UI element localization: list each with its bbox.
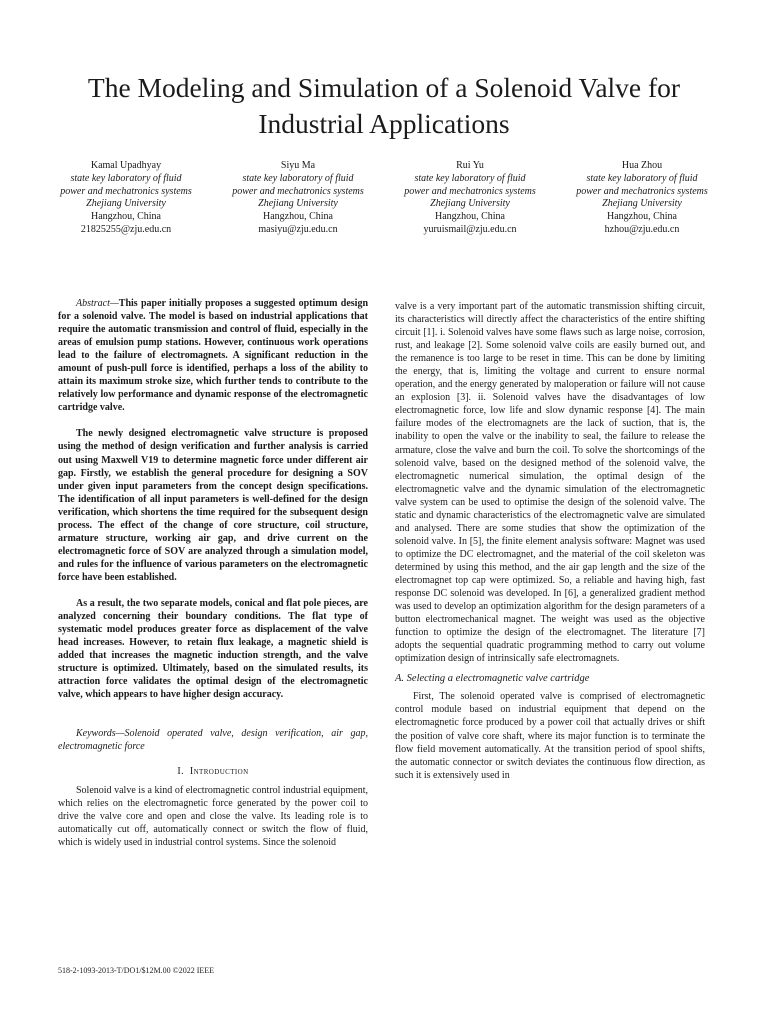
section-number: I. <box>177 766 185 778</box>
author-university: Zhejiang University <box>430 198 510 210</box>
abstract-label: Abstract— <box>76 298 119 309</box>
author-email: hzhou@zju.edu.cn <box>604 223 680 235</box>
copyright-footer: 518-2-1093-2013-T/DO1/$12M.00 ©2022 IEEE <box>58 966 215 975</box>
author-affiliation: power and mechatronics systems <box>404 185 536 197</box>
paper-title: The Modeling and Simulation of a Solenoid Valve for Industrial Applications <box>87 72 681 139</box>
subsection-heading: A. Selecting a electromagnetic valve cartridge <box>395 673 590 685</box>
body-paragraph-2: First, The solenoid operated valve is comprised of electromagnetic control module based on industrial equipment that depend on the electromagnetic force produced by a power coil that actually drives or shift the position of valve core shaft, where its major function is to terminate the flow field movement automatically. At the transition period of spool shifts, the automatic connector or switch deviates the continuous flow direction, as such it is extensively used in <box>395 691 705 781</box>
author-email: 21825255@zju.edu.cn <box>80 223 172 235</box>
abstract-paragraph-3: As a result, the two separate models, conical and flat pole pieces, are analyzed concerning their boundary conditions. The flat type of systematic model produces greater force as displacement of the valve head increases. However, to retain flux leakage, a magnetic shield is added that increases the magnetic induction strength, and the valve structure is optimized. Ultimately, based on the simulated results, its attraction force validates the optimal design of the electromagnetic valve, which appears to have higher design accuracy. <box>58 597 368 701</box>
author-university: Zhejiang University <box>86 198 166 210</box>
keywords: Keywords—Solenoid operated valve, design verification, air gap, electromagnetic force <box>58 728 368 753</box>
author-name: Hua Zhou <box>621 160 663 171</box>
author-city: Hangzhou, China <box>263 211 333 223</box>
intro-paragraph: Solenoid valve is a kind of electromagnetic control industrial equipment, which relies on the electromagnetic force generated by the power coil to drive the valve core and open and close the valve. Its leading role is to automatically cut off, automatically connect or switch the flow of fluid, which is widely used in industrial control systems. Since the solenoid <box>58 784 368 848</box>
author-4 <box>556 160 728 237</box>
author-affiliation: state key laboratory of fluid <box>586 172 698 184</box>
abstract-paragraph-2: The newly designed electromagnetic valve structure is proposed using the method of design verification and further analysis is carried out using Maxwell V19 to determine magnetic force under different air gap. Firstly, we establish the general procedure for designing a SOV under given input parameters from the concept design specifications. The identification of all input parameters is well-defined for the design verification, which shortens the time required for the subsequent design process. The effect of the change of core structure, coil structure, armature structure, working air gap, and drive current on the electromagnetic force of SOV are analyzed through a simulation model, and rules for the influence of various parameters on the electromagnetic force have been established. <box>58 428 368 583</box>
body-paragraph: valve is a very important part of the automatic transmission shifting circuit, its characteristics will directly affect the characteristics of the entire shifting circuit [1]. i. Solenoid valves have some flaws such as large noise, corrosion, rust, and leakage [2]. Some solenoid valve coils are easily burned out, and the remanence is too large to be reset in time. This can be done by limiting the energy, that is, limiting the voltage and current to ensure normal operation, and the energy generated by maloperation or failure will not cause an explosion [3]. ii. Solenoid valves have the disadvantages of low electromagnetic force, low life and slow dynamic response [4]. The main failure modes of the electromagnets are the lack of suction, that is, the inability to open the valve or the inability to seal, the failure to release the armature, close the valve and burn the coil. To solve the shortcomings of the solenoid valve, based on the designed method of the solenoid valve, the electromagnetic numerical simulation, the optimal design of the electromagnetic valve and the dynamic simulation of the electromagnetic valve system can be used to optimise the design of the solenoid valve. The static and dynamic characteristics of the electromagnetic valve are simulated and analysed. There are some studies that show the optimization of the solenoid valve. In [5], the finite element analysis software: Magnet was used to optimize the DC electromagnet, and the material of the coil skeleton was determined by using this method, and the air gap length and the size of the electromagnet top cap were optimized. So, a reliable and having high, fast response DC solenoid was developed. In [6], a generalized gradient method was used to develop an optimization algorithm for the design parameters of a button electromechanical magnet. The weight was used as the objective function to optimize the design of the electromagnet. The literature [7] adopts the sequential quadratic programming method to carry out volume optimization design of intrinsically safe electromagnets. <box>395 301 705 665</box>
author-2 <box>212 160 384 237</box>
author-name: Siyu Ma <box>280 160 316 171</box>
author-city: Hangzhou, China <box>435 211 505 223</box>
author-affiliation: state key laboratory of fluid <box>242 172 354 184</box>
right-column <box>395 300 705 782</box>
author-affiliation: power and mechatronics systems <box>60 185 192 197</box>
section-heading-introduction <box>58 765 368 778</box>
author-email: yuruismail@zju.edu.cn <box>423 223 517 235</box>
author-university: Zhejiang University <box>258 198 338 210</box>
author-city: Hangzhou, China <box>607 211 677 223</box>
author-city: Hangzhou, China <box>91 211 161 223</box>
author-university: Zhejiang University <box>602 198 682 210</box>
author-3 <box>384 160 556 237</box>
author-1 <box>40 160 212 237</box>
section-title: Introduction <box>189 766 249 778</box>
author-name: Kamal Upadhyay <box>90 160 162 171</box>
author-block <box>40 160 728 237</box>
author-affiliation: power and mechatronics systems <box>232 185 364 197</box>
author-affiliation: state key laboratory of fluid <box>70 172 182 184</box>
author-name: Rui Yu <box>456 160 484 171</box>
author-affiliation: state key laboratory of fluid <box>414 172 526 184</box>
author-email: masiyu@zju.edu.cn <box>258 223 338 235</box>
left-column <box>58 297 368 849</box>
abstract-paragraph <box>58 297 368 414</box>
abstract-text: This paper initially proposes a suggested optimum design for a solenoid valve. The model is based on industrial applications that require the automatic transmission and control of fluid, especially in the areas of emulsion pump stations. However, continuous work operations lead to the failure of electromagnets. A significant reduction in the amount of push-pull force is identified, perhaps a loss of the ability to attain its maximum stroke size, which further tends to contribute to the relatively low performance and dynamic response of the electromagnetic cartridge valve. <box>58 298 368 414</box>
author-affiliation: power and mechatronics systems <box>576 185 708 197</box>
